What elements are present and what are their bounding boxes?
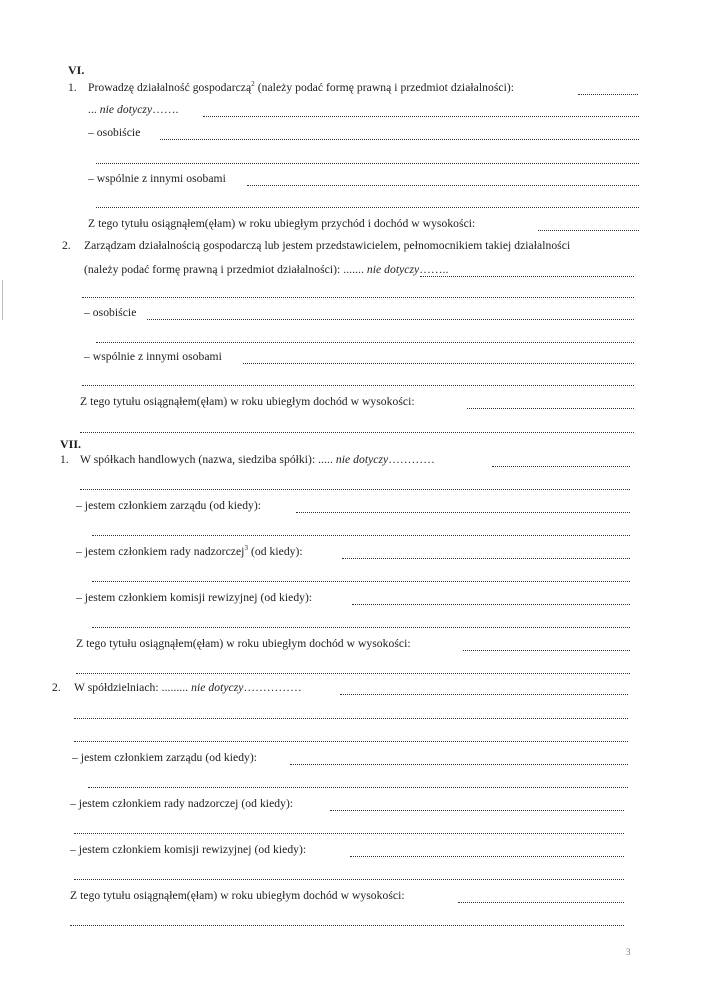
- section-vii-item1-income-label: Z tego tytułu osiągnąłem(ęłam) w roku ubiegłym dochód w wysokości:: [76, 637, 411, 650]
- section-vi-item2-number: 2.: [62, 239, 71, 252]
- section-vi-item1-income-label: Z tego tytułu osiągnąłem(ęłam) w roku ubiegłym przychód i dochód w wysokości:: [88, 217, 476, 230]
- fill-line: [82, 296, 634, 298]
- section-vii-item1-supervisory-label: – jestem członkiem rady nadzorczej$^3$ (od kiedy):: [76, 545, 303, 558]
- section-vii-item2-board-label: – jestem członkiem zarządu (od kiedy):: [72, 751, 258, 764]
- section-vii-item1-audit-label: – jestem członkiem komisji rewizyjnej (od kiedy):: [76, 591, 313, 604]
- fill-line: [82, 384, 634, 386]
- footnote-ref-2: 2: [251, 81, 255, 89]
- section-vii-item1-board-label: – jestem członkiem zarządu (od kiedy):: [76, 499, 262, 512]
- fill-line: [74, 740, 628, 742]
- section-vii-item1-label: W spółkach handlowych (nazwa, siedziba spółki): ..... nie dotyczy…………: [80, 453, 435, 466]
- personally-fill-line: [147, 318, 634, 320]
- audit-fill-line: [352, 603, 630, 605]
- not-applicable-value: nie dotyczy: [191, 681, 244, 694]
- fill-line: [203, 115, 639, 117]
- jointly-fill-line: [247, 184, 639, 186]
- income-fill-line: [538, 229, 639, 231]
- supervisory-fill-line: [330, 809, 624, 811]
- section-vi-item2-label: Zarządzam działalnością gospodarczą lub jestem przedstawicielem, pełnomocnikiem takiej działalności: [84, 239, 571, 252]
- fill-line: [92, 534, 630, 536]
- personally-fill-line: [160, 138, 639, 140]
- fill-line: [76, 672, 630, 674]
- page-number: 3: [626, 947, 631, 957]
- fill-line: [80, 431, 634, 433]
- section-vi-item1-number: 1.: [68, 81, 77, 94]
- section-vi-item2-jointly-label: – wspólnie z innymi osobami: [84, 350, 222, 363]
- income-fill-line: [467, 407, 634, 409]
- section-vi-item1-jointly-label: – wspólnie z innymi osobami: [88, 172, 226, 185]
- fill-line: [74, 878, 624, 880]
- jointly-fill-line: [243, 362, 634, 364]
- section-vi-item1-label: Prowadzę działalność gospodarczą$^2$ (należy podać formę prawną i przedmiot działalności):: [88, 81, 515, 94]
- fill-line: [96, 162, 639, 164]
- not-applicable-value: nie dotyczy: [335, 453, 389, 466]
- section-vi-item2-personally-label: – osobiście: [84, 306, 137, 319]
- section-vii-item2-income-label: Z tego tytułu osiągnąłem(ęłam) w roku ubiegłym dochód w wysokości:: [70, 889, 405, 902]
- board-fill-line: [296, 511, 630, 513]
- income-fill-line: [458, 901, 624, 903]
- section-vi-item1-answer: ... nie dotyczy…….: [88, 103, 179, 116]
- supervisory-fill-line: [342, 557, 630, 559]
- not-applicable-value: nie dotyczy: [366, 263, 420, 276]
- section-vii-title: VII.: [60, 437, 82, 451]
- fill-line: [340, 693, 628, 695]
- fill-line: [70, 924, 624, 926]
- fill-line: [96, 206, 639, 208]
- income-fill-line: [463, 649, 630, 651]
- section-vi-item1-personally-label: – osobiście: [88, 126, 141, 139]
- fill-line: [96, 341, 634, 343]
- fill-line: [80, 488, 630, 490]
- audit-fill-line: [350, 855, 624, 857]
- scan-artifact: [2, 280, 3, 320]
- fill-line: [74, 717, 628, 719]
- fill-line: [92, 626, 630, 628]
- section-vii-item2-supervisory-label: – jestem członkiem rady nadzorczej (od kiedy):: [70, 797, 294, 810]
- fill-line: [92, 580, 630, 582]
- section-vii-item2-label: W spółdzielniach: ......... nie dotyczy……………: [74, 681, 302, 694]
- board-fill-line: [290, 763, 628, 765]
- fill-line: [578, 93, 638, 95]
- section-vi-item2-label-line2: (należy podać formę prawną i przedmiot działalności): ....... nie dotyczy……..: [84, 263, 449, 276]
- section-vii-item1-number: 1.: [60, 453, 69, 466]
- section-vi-title: VI.: [68, 63, 85, 77]
- section-vii-item2-number: 2.: [52, 681, 61, 694]
- section-vi-item2-income-label: Z tego tytułu osiągnąłem(ęłam) w roku ubiegłym dochód w wysokości:: [80, 395, 415, 408]
- section-vii-item2-audit-label: – jestem członkiem komisji rewizyjnej (od kiedy):: [70, 843, 307, 856]
- footnote-ref-3: 3: [244, 545, 249, 553]
- fill-line: [74, 832, 624, 834]
- fill-line: [492, 465, 630, 467]
- not-applicable-value: nie dotyczy: [99, 103, 153, 116]
- fill-line: [420, 275, 634, 277]
- fill-line: [88, 786, 628, 788]
